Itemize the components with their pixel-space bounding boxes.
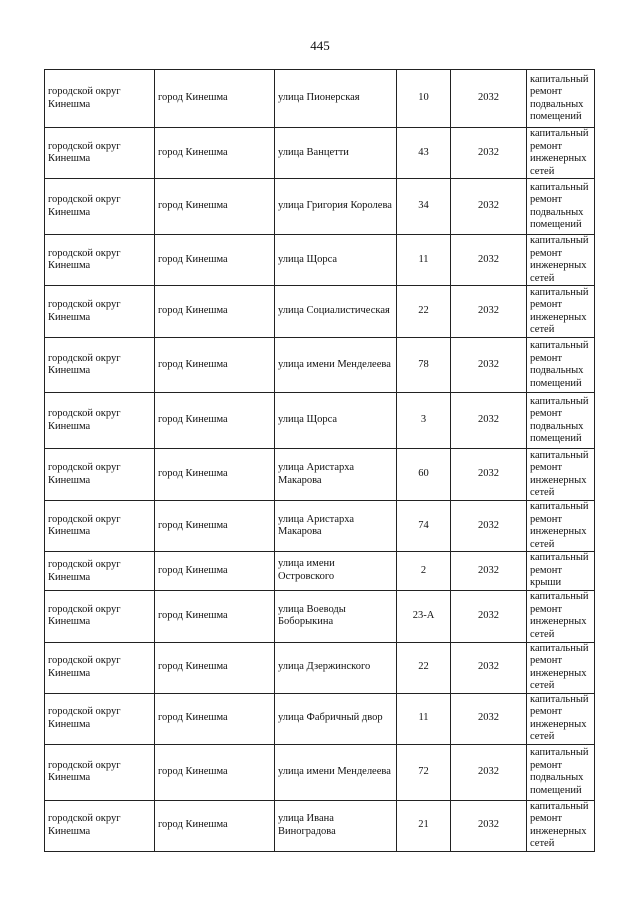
house-number-cell: 21 — [397, 800, 451, 851]
city-cell: город Кинешма — [155, 744, 275, 800]
repair-schedule-table — [44, 69, 595, 852]
city-cell: город Кинешма — [155, 501, 275, 552]
street-cell: улица Ивана Виноградова — [275, 800, 397, 851]
table-row — [45, 128, 595, 179]
work-type-cell: капитальный ремонт подвальных помещений — [527, 338, 595, 393]
table-row — [45, 286, 595, 338]
street-cell: улица Фабричный двор — [275, 693, 397, 744]
year-cell: 2032 — [451, 693, 527, 744]
district-cell: городской округ Кинешма — [45, 449, 155, 501]
work-type-cell: капитальный ремонт подвальных помещений — [527, 179, 595, 235]
district-cell: городской округ Кинешма — [45, 693, 155, 744]
city-cell: город Кинешма — [155, 449, 275, 501]
district-cell: городской округ Кинешма — [45, 128, 155, 179]
city-cell: город Кинешма — [155, 286, 275, 338]
city-cell: город Кинешма — [155, 800, 275, 851]
table-row — [45, 393, 595, 449]
city-cell: город Кинешма — [155, 235, 275, 286]
year-cell: 2032 — [451, 552, 527, 591]
table-row — [45, 590, 595, 642]
street-cell: улица Социалистическая — [275, 286, 397, 338]
table-row — [45, 744, 595, 800]
district-cell: городской округ Кинешма — [45, 590, 155, 642]
street-cell: улица Дзержинского — [275, 642, 397, 693]
house-number-cell: 22 — [397, 642, 451, 693]
house-number-cell: 11 — [397, 235, 451, 286]
work-type-cell: капитальный ремонт инженерных сетей — [527, 501, 595, 552]
work-type-cell: капитальный ремонт подвальных помещений — [527, 744, 595, 800]
year-cell: 2032 — [451, 235, 527, 286]
year-cell: 2032 — [451, 70, 527, 128]
street-cell: улица Григория Королева — [275, 179, 397, 235]
city-cell: город Кинешма — [155, 552, 275, 591]
street-cell: улица Аристарха Макарова — [275, 449, 397, 501]
year-cell: 2032 — [451, 128, 527, 179]
city-cell: город Кинешма — [155, 179, 275, 235]
work-type-cell: капитальный ремонт инженерных сетей — [527, 286, 595, 338]
table-row — [45, 70, 595, 128]
year-cell: 2032 — [451, 800, 527, 851]
street-cell: улица Воеводы Боборыкина — [275, 590, 397, 642]
work-type-cell: капитальный ремонт инженерных сетей — [527, 449, 595, 501]
house-number-cell: 11 — [397, 693, 451, 744]
district-cell: городской округ Кинешма — [45, 501, 155, 552]
house-number-cell: 10 — [397, 70, 451, 128]
year-cell: 2032 — [451, 642, 527, 693]
street-cell: улица имени Менделеева — [275, 338, 397, 393]
district-cell: городской округ Кинешма — [45, 179, 155, 235]
city-cell: город Кинешма — [155, 70, 275, 128]
district-cell: городской округ Кинешма — [45, 286, 155, 338]
work-type-cell: капитальный ремонт инженерных сетей — [527, 693, 595, 744]
city-cell: город Кинешма — [155, 128, 275, 179]
house-number-cell: 60 — [397, 449, 451, 501]
district-cell: городской округ Кинешма — [45, 393, 155, 449]
house-number-cell: 23-А — [397, 590, 451, 642]
district-cell: городской округ Кинешма — [45, 235, 155, 286]
year-cell: 2032 — [451, 179, 527, 235]
house-number-cell: 3 — [397, 393, 451, 449]
year-cell: 2032 — [451, 449, 527, 501]
district-cell: городской округ Кинешма — [45, 800, 155, 851]
year-cell: 2032 — [451, 338, 527, 393]
year-cell: 2032 — [451, 590, 527, 642]
work-type-cell: капитальный ремонт инженерных сетей — [527, 235, 595, 286]
city-cell: город Кинешма — [155, 642, 275, 693]
year-cell: 2032 — [451, 501, 527, 552]
table-row — [45, 642, 595, 693]
street-cell: улица Ванцетти — [275, 128, 397, 179]
work-type-cell: капитальный ремонт подвальных помещений — [527, 393, 595, 449]
street-cell: улица Щорса — [275, 393, 397, 449]
district-cell: городской округ Кинешма — [45, 642, 155, 693]
district-cell: городской округ Кинешма — [45, 70, 155, 128]
table-row — [45, 693, 595, 744]
page-number: 445 — [310, 38, 330, 53]
city-cell: город Кинешма — [155, 590, 275, 642]
table-row — [45, 501, 595, 552]
street-cell: улица имени Островского — [275, 552, 397, 591]
house-number-cell: 43 — [397, 128, 451, 179]
street-cell: улица Пионерская — [275, 70, 397, 128]
work-type-cell: капитальный ремонт инженерных сетей — [527, 128, 595, 179]
city-cell: город Кинешма — [155, 338, 275, 393]
table-row — [45, 235, 595, 286]
city-cell: город Кинешма — [155, 393, 275, 449]
table-row — [45, 449, 595, 501]
street-cell: улица Щорса — [275, 235, 397, 286]
work-type-cell: капитальный ремонт подвальных помещений — [527, 70, 595, 128]
year-cell: 2032 — [451, 393, 527, 449]
street-cell: улица Аристарха Макарова — [275, 501, 397, 552]
city-cell: город Кинешма — [155, 693, 275, 744]
table-row — [45, 179, 595, 235]
district-cell: городской округ Кинешма — [45, 552, 155, 591]
district-cell: городской округ Кинешма — [45, 744, 155, 800]
table-row — [45, 338, 595, 393]
year-cell: 2032 — [451, 286, 527, 338]
house-number-cell: 2 — [397, 552, 451, 591]
district-cell: городской округ Кинешма — [45, 338, 155, 393]
house-number-cell: 22 — [397, 286, 451, 338]
table-row — [45, 552, 595, 591]
house-number-cell: 34 — [397, 179, 451, 235]
year-cell: 2032 — [451, 744, 527, 800]
street-cell: улица имени Менделеева — [275, 744, 397, 800]
work-type-cell: капитальный ремонт крыши — [527, 552, 595, 591]
house-number-cell: 78 — [397, 338, 451, 393]
work-type-cell: капитальный ремонт инженерных сетей — [527, 590, 595, 642]
table-row — [45, 800, 595, 851]
house-number-cell: 72 — [397, 744, 451, 800]
work-type-cell: капитальный ремонт инженерных сетей — [527, 800, 595, 851]
work-type-cell: капитальный ремонт инженерных сетей — [527, 642, 595, 693]
house-number-cell: 74 — [397, 501, 451, 552]
